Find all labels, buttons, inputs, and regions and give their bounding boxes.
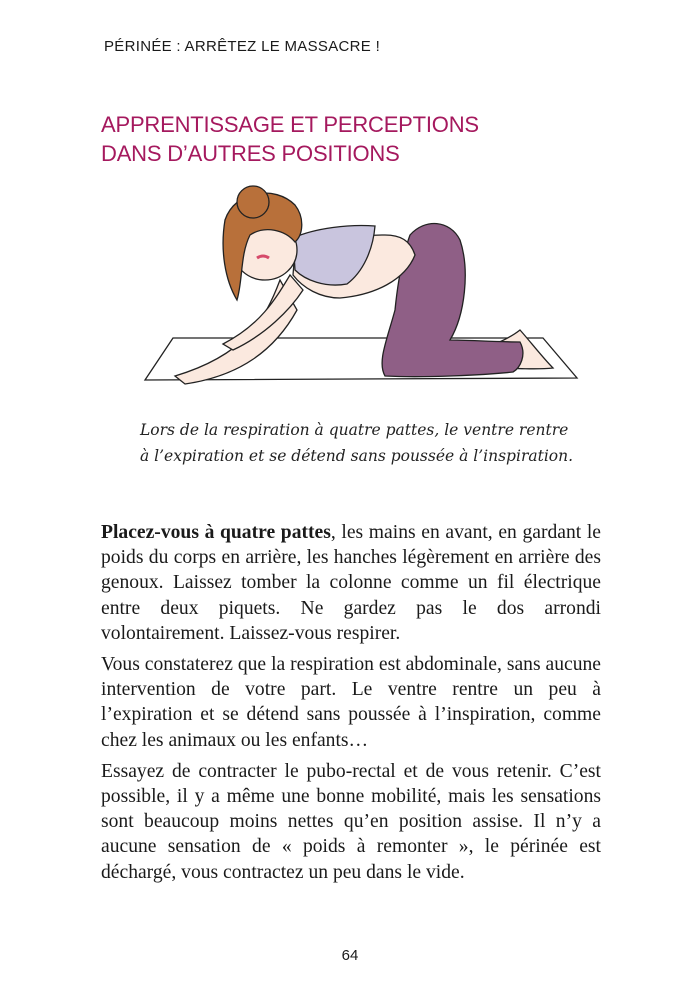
hair-bun bbox=[237, 186, 269, 218]
paragraph-3: Essayez de contracter le pubo-rectal et de vous retenir. C’est possible, il y a même une bonne mobilité, mais les sensations sont beaucoup moins nettes qu’en position assise. Il n’y a aucune sensation de « poids à remonter », le périnée est déchargé, vous contractez un peu dans le vide. bbox=[101, 760, 601, 883]
paragraph-1-text: , les mains en avant, en gardant le poids du corps en arrière, les hanches légèrement en arrière des genoux. Laissez tomber la colonne comme un fil électrique entre deux piquets. Ne gardez pas le dos arrondi volontairement. Laissez-vous respirer. bbox=[101, 522, 602, 644]
section-title bbox=[101, 110, 601, 168]
four-legged-posture-illustration bbox=[125, 180, 585, 390]
running-head: PÉRINÉE : ARRÊTEZ LE MASSACRE ! bbox=[104, 38, 381, 55]
paragraph-1 bbox=[101, 520, 601, 646]
section-title-line-1: APPRENTISSAGE ET PERCEPTIONS bbox=[101, 112, 479, 138]
caption-line-2: à l’expiration et se détend sans poussée à l’inspiration. bbox=[140, 447, 574, 465]
paragraph-2: Vous constaterez que la respiration est abdominale, sans aucune intervention de votre part. Le ventre rentre un peu à l’expiration et se détend sans poussée à l’inspiration, comme chez les animaux ou les enfants… bbox=[101, 654, 601, 751]
page-number: 64 bbox=[341, 947, 359, 964]
body-text bbox=[101, 520, 601, 891]
section-title-line-2: DANS D’AUTRES POSITIONS bbox=[101, 141, 400, 167]
figure-caption bbox=[140, 417, 580, 469]
paragraph-1-lead: Placez-vous à quatre pattes bbox=[101, 522, 331, 543]
caption-line-1: Lors de la respiration à quatre pattes, le ventre rentre bbox=[140, 421, 569, 439]
